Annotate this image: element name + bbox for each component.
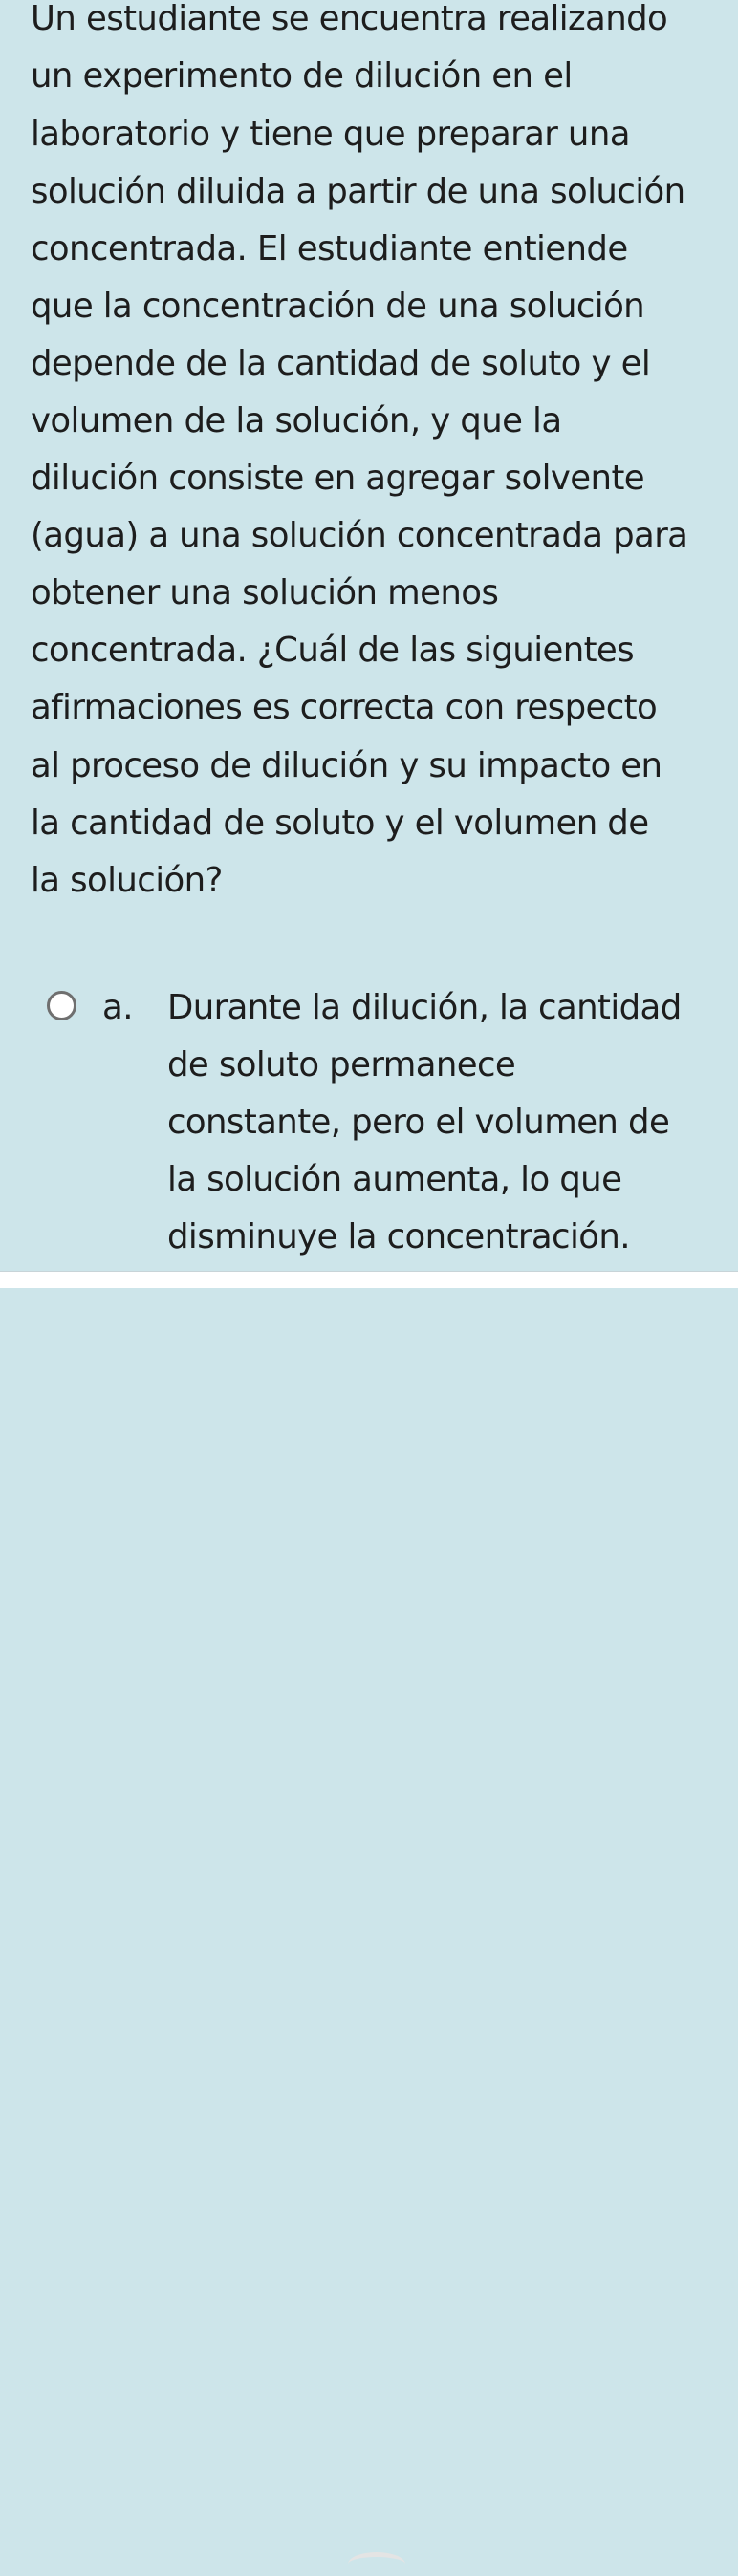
question-text-line: depende de la cantidad de soluto y el [31, 344, 651, 383]
next-item-peek [348, 2552, 405, 2576]
option-text-line: la solución aumenta, lo que [167, 1160, 622, 1199]
bottom-divider [0, 1271, 738, 1288]
question-text-line: afirmaciones es correcta con respecto [31, 688, 658, 727]
question-text-line: (agua) a una solución concentrada para [31, 516, 688, 555]
question-text-line: la solución? [31, 861, 223, 900]
question-text-line: concentrada. ¿Cuál de las siguientes [31, 631, 635, 670]
question-text-line: concentrada. El estudiante entiende [31, 229, 628, 268]
question-text-line: un experimento de dilución en el [31, 56, 573, 96]
question-text-line: la cantidad de soluto y el volumen de [31, 804, 649, 843]
question-panel [0, 0, 738, 1271]
radio-unchecked-icon[interactable] [47, 991, 76, 1020]
option-text-line: disminuye la concentración. [167, 1217, 630, 1256]
question-text-line: que la concentración de una solución [31, 287, 645, 326]
option-text-line: Durante la dilución, la cantidad [167, 988, 682, 1027]
question-text-line: laboratorio y tiene que preparar una [31, 115, 630, 154]
question-text-line: al proceso de dilución y su impacto en [31, 746, 662, 785]
option-text-line: de soluto permanece [167, 1045, 516, 1084]
question-text-line: volumen de la solución, y que la [31, 401, 562, 440]
question-text-line: obtener una solución menos [31, 573, 499, 612]
option-letter: a. [102, 988, 134, 1027]
question-text-line: solución diluida a partir de una solución [31, 172, 685, 211]
question-text-line: dilución consiste en agregar solvente [31, 459, 645, 498]
question-text-line: Un estudiante se encuentra realizando [31, 0, 668, 38]
option-text-line: constante, pero el volumen de [167, 1103, 670, 1142]
answer-option-a[interactable] [0, 979, 738, 1256]
